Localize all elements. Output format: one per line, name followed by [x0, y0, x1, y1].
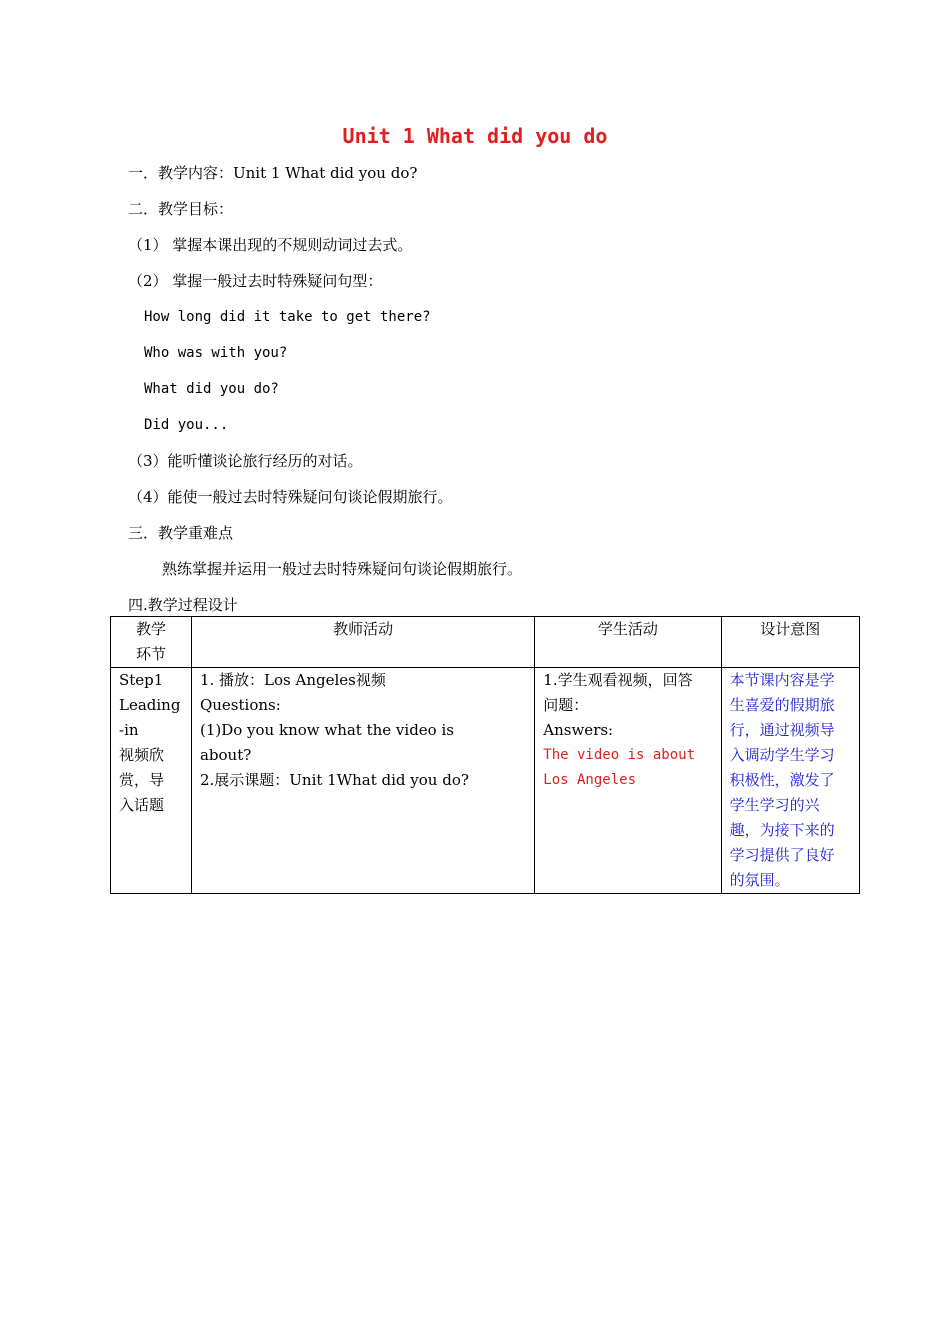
cell-stage [111, 668, 192, 894]
stage-line: 入话题 [119, 796, 165, 814]
intent-line: 本节课内容是学 [729, 671, 835, 689]
intent-line: 的氛围。 [729, 871, 790, 889]
teacher-line: (1)Do you know what the video is [199, 721, 454, 739]
goal-2: （2） 掌握一般过去时特殊疑问句型： [128, 272, 383, 290]
header-stage [111, 617, 192, 668]
stage-line: 视频欣 [119, 746, 165, 764]
student-answer-line: Los Angeles [543, 772, 636, 788]
student-answer-line: The video is about [543, 747, 695, 763]
goal-1: （1） 掌握本课出现的不规则动词过去式。 [128, 236, 413, 254]
intent-line: 生喜爱的假期旅 [729, 696, 835, 714]
teacher-line: Questions: [199, 696, 281, 714]
section-goals-heading: 二．教学目标： [128, 200, 234, 218]
question-3: What did you do? [144, 381, 279, 397]
cell-teacher [191, 668, 534, 894]
header-student: 学生活动 [535, 617, 721, 668]
goal-3: （3）能听懂谈论旅行经历的对话。 [128, 452, 363, 470]
question-2: Who was with you? [144, 345, 288, 361]
process-table [110, 616, 860, 894]
goal-4: （4）能使一般过去时特殊疑问句谈论假期旅行。 [128, 488, 453, 506]
section-key-text: 熟练掌握并运用一般过去时特殊疑问句谈论假期旅行。 [162, 560, 523, 578]
question-1: How long did it take to get there? [144, 309, 431, 325]
question-4: Did you... [144, 417, 229, 433]
header-stage-line1: 教学 [135, 620, 166, 638]
header-intent: 设计意图 [721, 617, 859, 668]
intent-line: 学生学习的兴 [729, 796, 820, 814]
section-process-heading: 四.教学过程设计 [128, 596, 238, 614]
intent-line: 学习提供了良好 [729, 846, 835, 864]
intent-line: 积极性，激发了 [729, 771, 835, 789]
intent-line: 趣，为接下来的 [729, 821, 835, 839]
stage-line: Leading [119, 696, 181, 714]
cell-intent [721, 668, 859, 894]
table-header-row [111, 617, 860, 668]
table-row [111, 668, 860, 894]
stage-line: -in [119, 721, 139, 739]
intent-line: 入调动学生学习 [729, 746, 835, 764]
teacher-line: 1. 播放：Los Angeles视频 [199, 671, 386, 689]
section-content: 一．教学内容：Unit 1 What did you do? [128, 164, 418, 182]
student-line: 问题： [543, 696, 589, 714]
header-teacher: 教师活动 [191, 617, 534, 668]
section-key-heading: 三．教学重难点 [128, 524, 234, 542]
document-title: Unit 1 What did you do [342, 124, 608, 148]
student-line: 1.学生观看视频，回答 [543, 671, 693, 689]
header-stage-line2: 环节 [135, 645, 166, 663]
stage-line: Step1 [119, 671, 164, 689]
teacher-line: 2.展示课题：Unit 1What did you do? [199, 771, 469, 789]
cell-student [535, 668, 721, 894]
student-line: Answers: [543, 721, 614, 739]
teacher-line: about? [199, 746, 252, 764]
stage-line: 赏，导 [119, 771, 165, 789]
intent-line: 行，通过视频导 [729, 721, 835, 739]
